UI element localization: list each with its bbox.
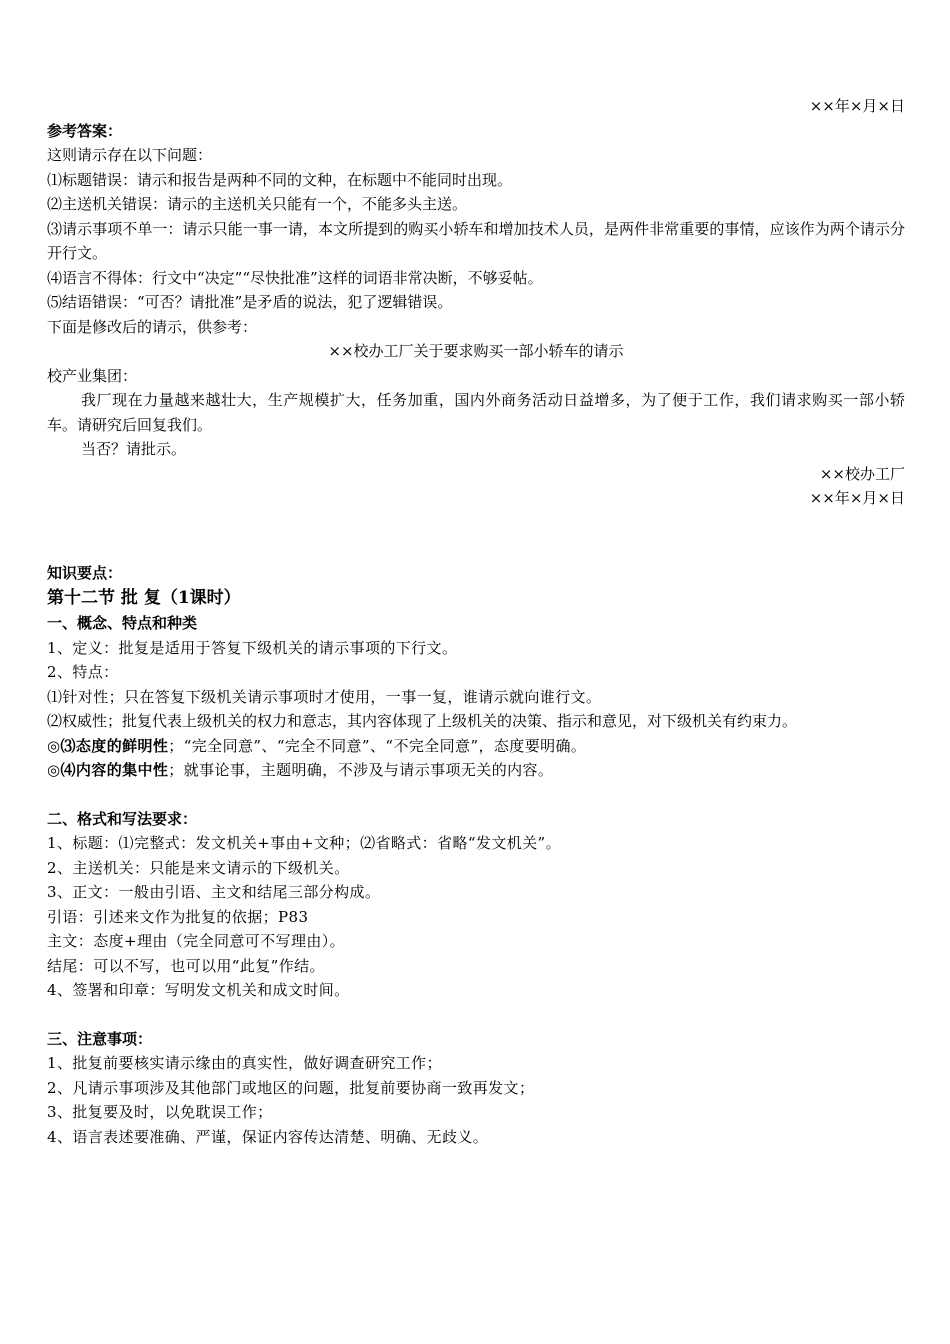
answer-heading: 参考答案： bbox=[47, 121, 123, 140]
date-bottom: ××年×月×日 bbox=[809, 489, 905, 507]
document-page bbox=[47, 94, 905, 1149]
feature-item bbox=[47, 734, 905, 759]
format-item: 4、签署和印章：写明发文机关和成文时间。 bbox=[47, 981, 350, 999]
note-item: 1、批复前要核实请示缘由的真实性，做好调查研究工作； bbox=[47, 1054, 442, 1072]
revised-title: ××校办工厂关于要求购买一部小轿车的请示 bbox=[328, 342, 624, 360]
issue-item: ⑶请示事项不单一：请示只能一事一请，本文所提到的购买小轿车和增加技术人员，是两件非常重要的事情，应该作为两个请示分开行文。 bbox=[47, 219, 905, 262]
note-item: 4、语言表述要准确、严谨，保证内容传达清楚、明确、无歧义。 bbox=[47, 1127, 489, 1146]
section-title: 第十二节 批 复（1课时） bbox=[47, 588, 241, 608]
feature-label-bold: ◎⑷内容的集中性 bbox=[47, 761, 169, 779]
format-item: 2、主送机关：只能是来文请示的下级机关。 bbox=[47, 858, 350, 877]
format-item: 主文：态度+理由（完全同意可不写理由）。 bbox=[47, 932, 346, 950]
recipient: 校产业集团： bbox=[47, 366, 138, 385]
issue-item: ⑸结语错误：“可否？请批准”是矛盾的说法，犯了逻辑错误。 bbox=[47, 293, 453, 311]
issue-item: ⑴标题错误：请示和报告是两种不同的文种，在标题中不能同时出现。 bbox=[47, 170, 513, 189]
feature-item: ⑴针对性；只在答复下级机关请示事项时才使用，一事一复，谁请示就向谁行文。 bbox=[47, 687, 602, 706]
request-body: 我厂现在力量越来越壮大，生产规模扩大，任务加重，国内外商务活动日益增多，为了便于工作，我们请求购买一部小轿车。请研究后回复我们。 bbox=[47, 391, 905, 434]
section3-heading: 三、注意事项： bbox=[47, 1029, 153, 1048]
format-item: 结尾：可以不写，也可以用“此复”作结。 bbox=[47, 956, 325, 975]
features-label: 2、特点： bbox=[47, 663, 119, 681]
feature-item bbox=[47, 758, 905, 783]
feature-item: ⑵权威性；批复代表上级机关的权力和意志，其内容体现了上级机关的决策、指示和意见，对下级机关有约束力。 bbox=[47, 712, 798, 730]
revised-intro: 下面是修改后的请示，供参考： bbox=[47, 317, 258, 336]
knowledge-heading: 知识要点： bbox=[47, 563, 123, 582]
feature-text: ；“完全同意”、“完全不同意”、“不完全同意”，态度要明确。 bbox=[168, 736, 587, 755]
feature-text: ；就事论事，主题明确，不涉及与请示事项无关的内容。 bbox=[168, 761, 554, 779]
format-item: 3、正文：一般由引语、主文和结尾三部分构成。 bbox=[47, 883, 381, 901]
signature: ××校办工厂 bbox=[819, 464, 905, 483]
note-item: 3、批复要及时，以免耽误工作； bbox=[47, 1103, 273, 1121]
issue-item: ⑷语言不得体：行文中“决定”“尽快批准”这样的词语非常决断，不够妥帖。 bbox=[47, 268, 543, 287]
format-item: 1、标题：⑴完整式：发文机关+事由+文种；⑵省略式：省略“发文机关”。 bbox=[47, 834, 562, 852]
date-top: ××年×月×日 bbox=[809, 97, 905, 115]
request-closing: 当否？请批示。 bbox=[81, 440, 187, 458]
section2-heading: 二、格式和写法要求： bbox=[47, 809, 198, 828]
issues-intro: 这则请示存在以下问题： bbox=[47, 146, 213, 164]
section1-heading: 一、概念、特点和种类 bbox=[47, 614, 198, 632]
format-item: 引语：引述来文作为批复的依据；P83 bbox=[47, 907, 309, 926]
note-item: 2、凡请示事项涉及其他部门或地区的问题，批复前要协商一致再发文； bbox=[47, 1078, 535, 1097]
issue-item: ⑵主送机关错误：请示的主送机关只能有一个，不能多头主送。 bbox=[47, 195, 468, 213]
feature-label-bold: ◎⑶态度的鲜明性 bbox=[47, 736, 169, 755]
definition-line: 1、定义：批复是适用于答复下级机关的请示事项的下行文。 bbox=[47, 638, 458, 657]
